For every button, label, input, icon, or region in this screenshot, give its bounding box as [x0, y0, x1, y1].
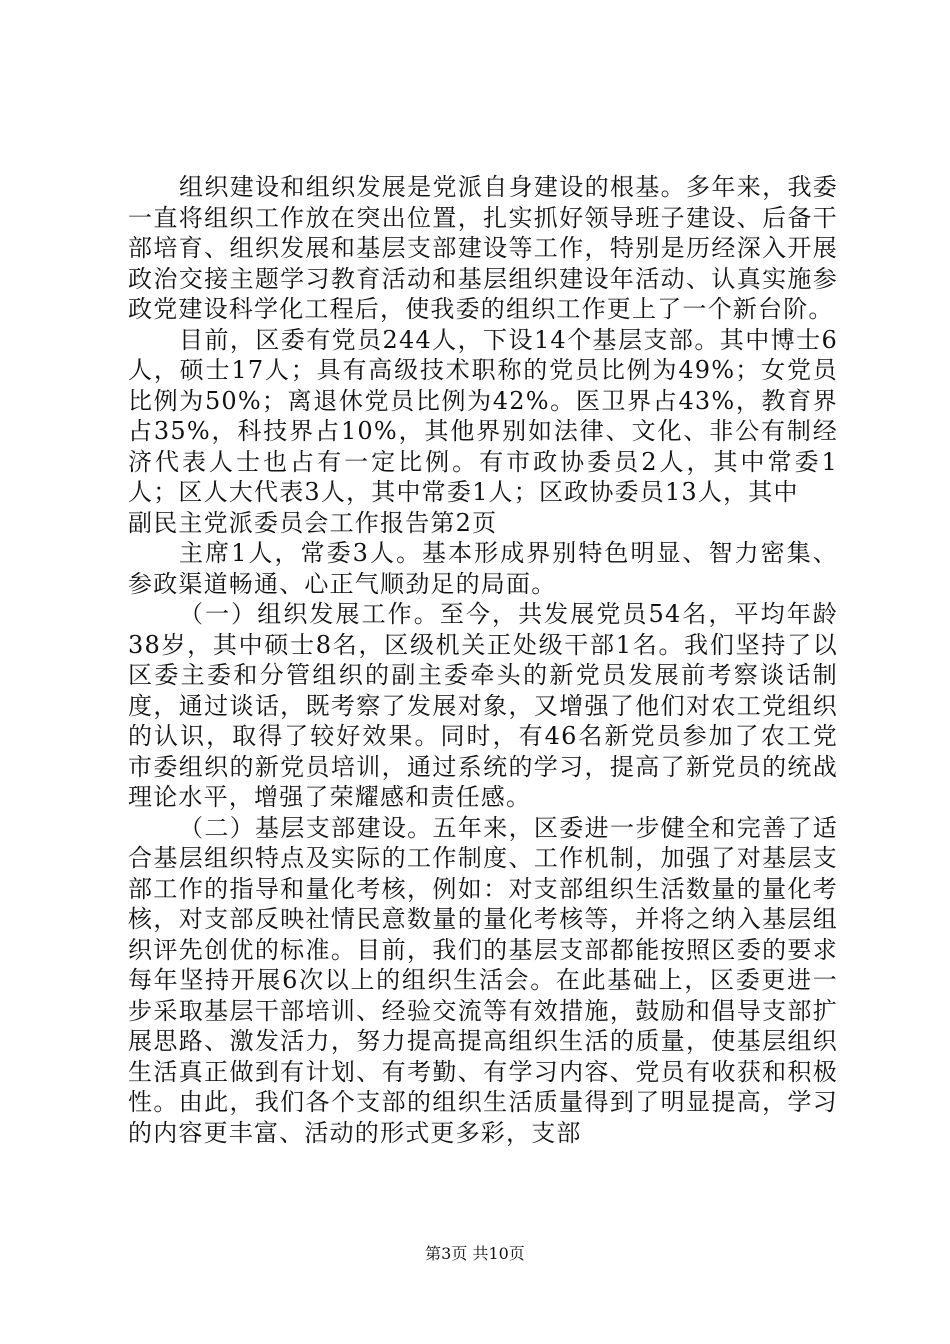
- paragraph-chair-summary: 主席1人，常委3人。基本形成界别特色明显、智力密集、参政渠道畅通、心正气顺劲足的局面。: [128, 539, 838, 598]
- paragraph-membership-stats: 目前，区委有党员244人，下设14个基层支部。其中博士6人，硕士17人；具有高级技术职称的党员比例为49%；女党员比例为50%；离退休党员比例为42%。医卫界占43%，教育界占35%，科技界占10%，其他界别如法律、文化、非公有制经济代表人士也占有一定比例。有市政协委员2人，其中常委1人；区人大代表3人，其中常委1人；区政协委员13人，其中: [128, 325, 838, 506]
- running-head: 副民主党派委员会工作报告第2页: [128, 508, 498, 537]
- page-footer: 第3页 共10页: [425, 1244, 525, 1263]
- document-body: [128, 172, 838, 1148]
- paragraph-org-development: （一）组织发展工作。至今，共发展党员54名，平均年龄38岁，其中硕士8名，区级机关正处级干部1名。我们坚持了以区委主委和分管组织的副主委牵头的新党员发展前考察谈话制度，通过谈话，既考察了发展对象，又增强了他们对农工党组织的认识，取得了较好效果。同时，有46名新党员参加了农工党市委组织的新党员培训，通过系统的学习，提高了新党员的统战理论水平，增强了荣耀感和责任感。: [128, 600, 838, 811]
- paragraph-org-foundation: 组织建设和组织发展是党派自身建设的根基。多年来，我委一直将组织工作放在突出位置，扎实抓好领导班子建设、后备干部培育、组织发展和基层支部建设等工作，特别是历经深入开展政治交接主题学习教育活动和基层组织建设年活动、认真实施参政党建设科学化工程后，使我委的组织工作更上了一个新台阶。: [128, 173, 838, 323]
- paragraph-branch-building: （二）基层支部建设。五年来，区委进一步健全和完善了适合基层组织特点及实际的工作制度、工作机制，加强了对基层支部工作的指导和量化考核，例如：对支部组织生活数量的量化考核，对支部反映社情民意数量的量化考核等，并将之纳入基层组织评先创优的标准。目前，我们的基层支部都能按照区委的要求每年坚持开展6次以上的组织生活会。在此基础上，区委更进一步采取基层干部培训、经验交流等有效措施，鼓励和倡导支部扩展思路、激发活力，努力提高提高组织生活的质量，使基层组织生活真正做到有计划、有考勤、有学习内容、党员有收获和积极性。由此，我们各个支部的组织生活质量得到了明显提高，学习的内容更丰富、活动的形式更多彩，支部: [128, 813, 838, 1147]
